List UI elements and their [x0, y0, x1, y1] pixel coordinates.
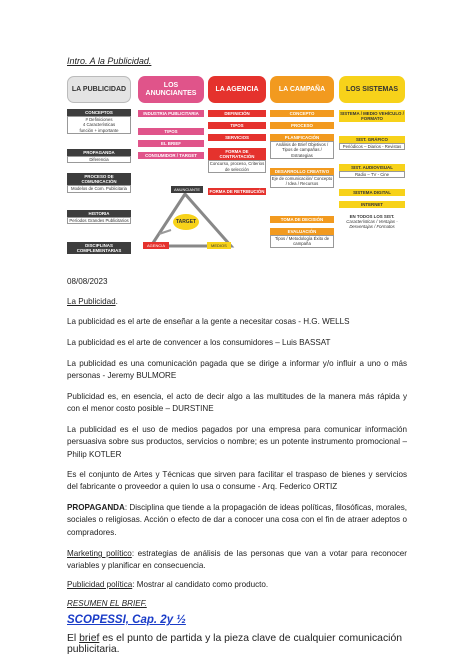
- sist-grafico-label: SIST. GRÁFICO: [339, 136, 405, 143]
- proceso-label: PROCESO: [270, 122, 334, 129]
- marketing-paragraph: [67, 548, 407, 573]
- quote-bassat: La publicidad es el arte de convencer a los consumidores – Luis BASSAT: [67, 338, 331, 347]
- course-map-diagram: [67, 76, 407, 260]
- column-sistemas: [339, 76, 405, 230]
- sistema-medio-label: SISTEMA / MEDIO VEHÍCULO / FORMATO: [340, 111, 404, 122]
- servicios-label: SERVICIOS: [208, 134, 266, 141]
- brief-paragraph: [67, 633, 427, 655]
- column-campana: [270, 76, 334, 247]
- definicion-label: DEFINICIÓN: [208, 110, 266, 117]
- planificacion-text: Análisis de Brief Objetivos / Tipos de campañas / Estrategias: [270, 141, 334, 159]
- todos-sist-text: Características / Ventajas -Desventajas / Formatos: [346, 219, 398, 230]
- forma-contratacion-label: FORMA DE CONTRATACIÓN: [208, 148, 266, 160]
- propaganda-paragraph: [67, 502, 407, 539]
- concurso-text: Concurso, proceso, Criterios de selección: [209, 161, 265, 172]
- sist-grafico-text: Periódicos – Diarios - Revistas: [339, 143, 405, 150]
- agencia-title: LA AGENCIA: [208, 76, 266, 103]
- anunciantes-title: LOS ANUNCIANTES: [138, 76, 204, 103]
- quote-kotler: La publicidad es el uso de medios pagados por una empresa para comunicar información persuasiva sobre sus productos, servicios o nombre; es un potente instrumento promocional – Philip KOTLER: [67, 425, 407, 459]
- scopessi-heading: SCOPESSI, Cap. 2y ½: [67, 614, 186, 626]
- campana-title: LA CAMPAÑA: [270, 76, 334, 103]
- propaganda-term: PROPAGANDA: [67, 503, 125, 512]
- historia-label: HISTORIA: [67, 210, 131, 217]
- sistema-digital-label: SISTEMA DIGITAL: [339, 189, 405, 196]
- marketing-term: Marketing político: [67, 549, 132, 558]
- evaluacion-text: Tipos / Metodología Éxito de campaña: [270, 235, 334, 247]
- consumidor-label: CONSUMIDOR / TARGET: [138, 152, 204, 159]
- brief-prefix: El: [67, 633, 80, 644]
- publicidad-politica-paragraph: [67, 579, 407, 591]
- date-text: 08/08/2023: [67, 277, 108, 286]
- desarrollo-creativo-text: Eje de comunicación/ Concepto / Idea / Recursos: [271, 176, 333, 187]
- column-publicidad: [67, 76, 131, 254]
- quote-bulmore: La publicidad es una comunicación pagada que se dirige a informar y/o influir a uno o más personas - Jeremy BULMORE: [67, 359, 407, 381]
- column-agencia: [208, 76, 266, 194]
- marketing-definition: : estrategias de análisis de las personas que van a votar para reconocer variables y planificar en consecuencia.: [67, 549, 407, 571]
- proceso-comunicacion-text: Modelos de Com. Publicitaria: [67, 185, 131, 192]
- todos-sist-label: EN TODOS LOS SIST.: [349, 214, 395, 219]
- disciplinas-label: DISCIPLINAS COMPLEMENTARIAS: [67, 242, 131, 254]
- propaganda-text: Diferencia: [67, 156, 131, 163]
- tipos-agencia-label: TIPOS: [208, 122, 266, 129]
- column-anunciantes: [138, 76, 204, 158]
- quote-durstine: Publicidad es, en esencia, el acto de decir algo a las multitudes de la manera más rápida y con el menor costo posible – DURSTINE: [67, 392, 407, 414]
- el-brief-label: EL BRIEF: [138, 140, 204, 147]
- triangle-center-target: TARGET: [173, 214, 199, 230]
- publicidad-politica-definition: : Mostrar al candidato como producto.: [132, 580, 269, 589]
- toma-decision-label: TOMA DE DECISIÓN: [270, 216, 334, 223]
- sist-audiovisual-label: SIST. AUDIOVISUAL: [339, 164, 405, 171]
- publicidad-politica-term: Publicidad política: [67, 580, 133, 589]
- publicidad-title: LA PUBLICIDAD: [67, 76, 131, 103]
- conceptos-text: # Definiciones 4 Características función + importante: [67, 116, 131, 134]
- propaganda-label: PROPAGANDA: [67, 149, 131, 156]
- proceso-comunicacion-label: PROCESO DE COMUNICACIÓN: [67, 173, 131, 185]
- tipos-anunciantes-label: TIPOS: [138, 128, 204, 135]
- triangle-top-anunciante: ANUNCIANTE: [171, 186, 203, 193]
- historia-text: Períodos Grandes Publicitarios: [67, 217, 131, 224]
- planificacion-label: PLANIFICACIÓN: [270, 134, 334, 141]
- triangle-left-agencia: AGENCIA: [143, 242, 169, 249]
- industria-label: INDUSTRIA PUBLICITARIA: [138, 110, 204, 117]
- publicidad-label: La Publicidad: [67, 297, 116, 306]
- resumen-brief-heading: RESUMEN EL BRIEF.: [67, 599, 147, 608]
- brief-suffix: es el punto de partida y la pieza clave de cualquier comunicación publicitaria.: [67, 633, 403, 655]
- sistemas-title: LOS SISTEMAS: [339, 76, 405, 103]
- quote-ortiz: Es el conjunto de Artes y Técnicas que sirven para facilitar el traspaso de bienes y servicios del fabricante o proveedor a quien lo usa o consume - Arq. Federico ORTIZ: [67, 470, 407, 492]
- publicidad-subheading: La Publicidad.: [67, 297, 118, 306]
- evaluacion-label: EVALUACIÓN: [270, 228, 334, 235]
- propaganda-definition: : Disciplina que tiende a la propagación de ideas políticas, filosóficas, morales, sociales o religiosas. Acción o efecto de dar a conocer una cosa con el fin de atraer adeptos o compradores.: [67, 503, 407, 537]
- brief-word: brief: [79, 633, 100, 644]
- desarrollo-creativo-label: DESARROLLO CREATIVO: [270, 168, 334, 175]
- document-heading: Intro. A la Publicidad.: [67, 56, 152, 66]
- sist-audiovisual-text: Radio – TV - Cine: [339, 171, 405, 178]
- triangle-right-medios: MEDIOS: [207, 242, 231, 249]
- conceptos-label: CONCEPTOS: [67, 109, 131, 116]
- concepto-label: CONCEPTO: [270, 110, 334, 117]
- internet-label: INTERNET: [339, 201, 405, 208]
- retribucion-label: FORMA DE RETRIBUCIÓN: [209, 189, 265, 194]
- quote-wells: La publicidad es el arte de enseñar a la gente a necesitar cosas - H.G. WELLS: [67, 317, 350, 326]
